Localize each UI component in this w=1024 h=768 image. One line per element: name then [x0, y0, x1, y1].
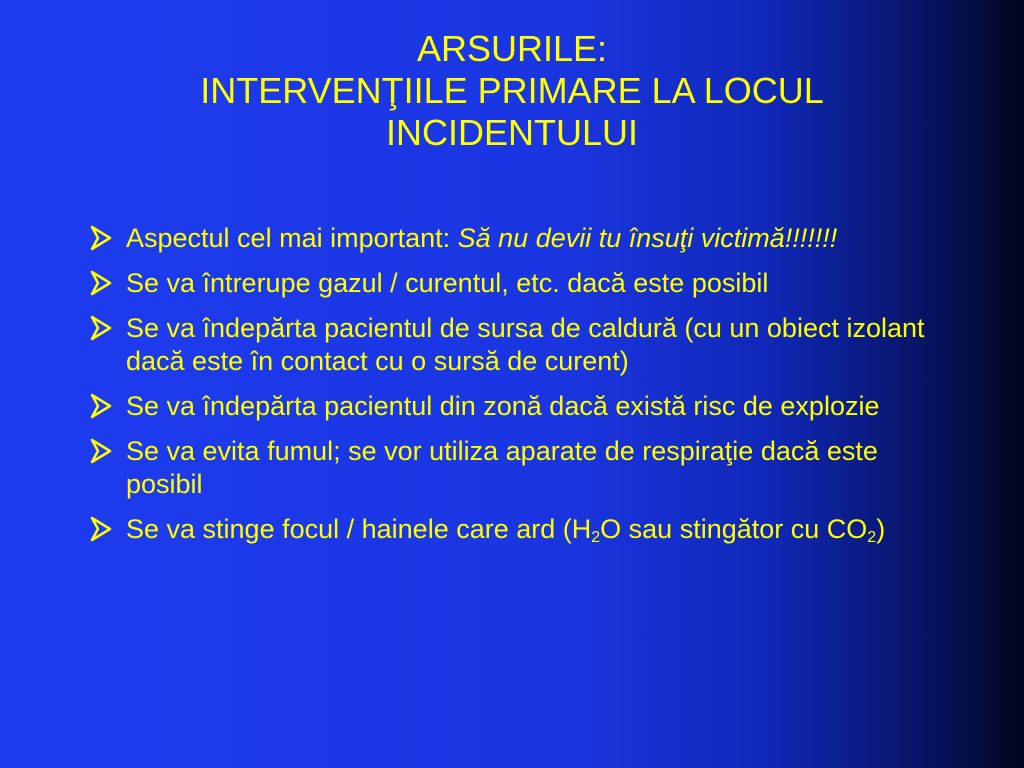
title-line-2: INTERVENŢIILE PRIMARE LA LOCUL	[200, 70, 824, 111]
subscript: 2	[867, 529, 877, 546]
bullet-item	[90, 222, 940, 255]
bullet-text: Se va îndepărta pacientul din zonă dacă există risc de explozie	[126, 391, 880, 421]
bullet-text: Se va evita fumul; se vor utiliza aparate de respiraţie dacă este posibil	[126, 436, 878, 499]
bullet-list	[90, 222, 940, 558]
bullet-item	[90, 390, 940, 423]
bullet-text: Se va stinge focul / hainele care ard (H	[126, 514, 592, 544]
bullet-text: Se va îndepărta pacientul de sursa de caldură (cu un obiect izolant dacă este în contact cu o sursă de curent)	[126, 313, 925, 376]
title-line-3: INCIDENTULUI	[385, 112, 639, 153]
bullet-text: Se va întrerupe gazul / curentul, etc. dacă este posibil	[126, 268, 769, 298]
arrow-bullet-icon	[90, 270, 112, 296]
arrow-bullet-icon	[90, 516, 112, 542]
bullet-item	[90, 267, 940, 300]
slide-title	[90, 28, 934, 154]
subscript: 2	[591, 529, 601, 546]
bullet-emphasis: Să nu devii tu însuţi victimă!!!!!!!	[457, 223, 838, 253]
bullet-text: )	[876, 514, 886, 544]
title-line-1: ARSURILE:	[416, 28, 608, 69]
bullet-item	[90, 312, 940, 378]
bullet-item	[90, 513, 940, 546]
arrow-bullet-icon	[90, 438, 112, 464]
bullet-item	[90, 435, 940, 501]
arrow-bullet-icon	[90, 393, 112, 419]
arrow-bullet-icon	[90, 315, 112, 341]
arrow-bullet-icon	[90, 225, 112, 251]
bullet-text: O sau stingător cu CO	[600, 514, 868, 544]
bullet-text: Aspectul cel mai important:	[126, 223, 458, 253]
